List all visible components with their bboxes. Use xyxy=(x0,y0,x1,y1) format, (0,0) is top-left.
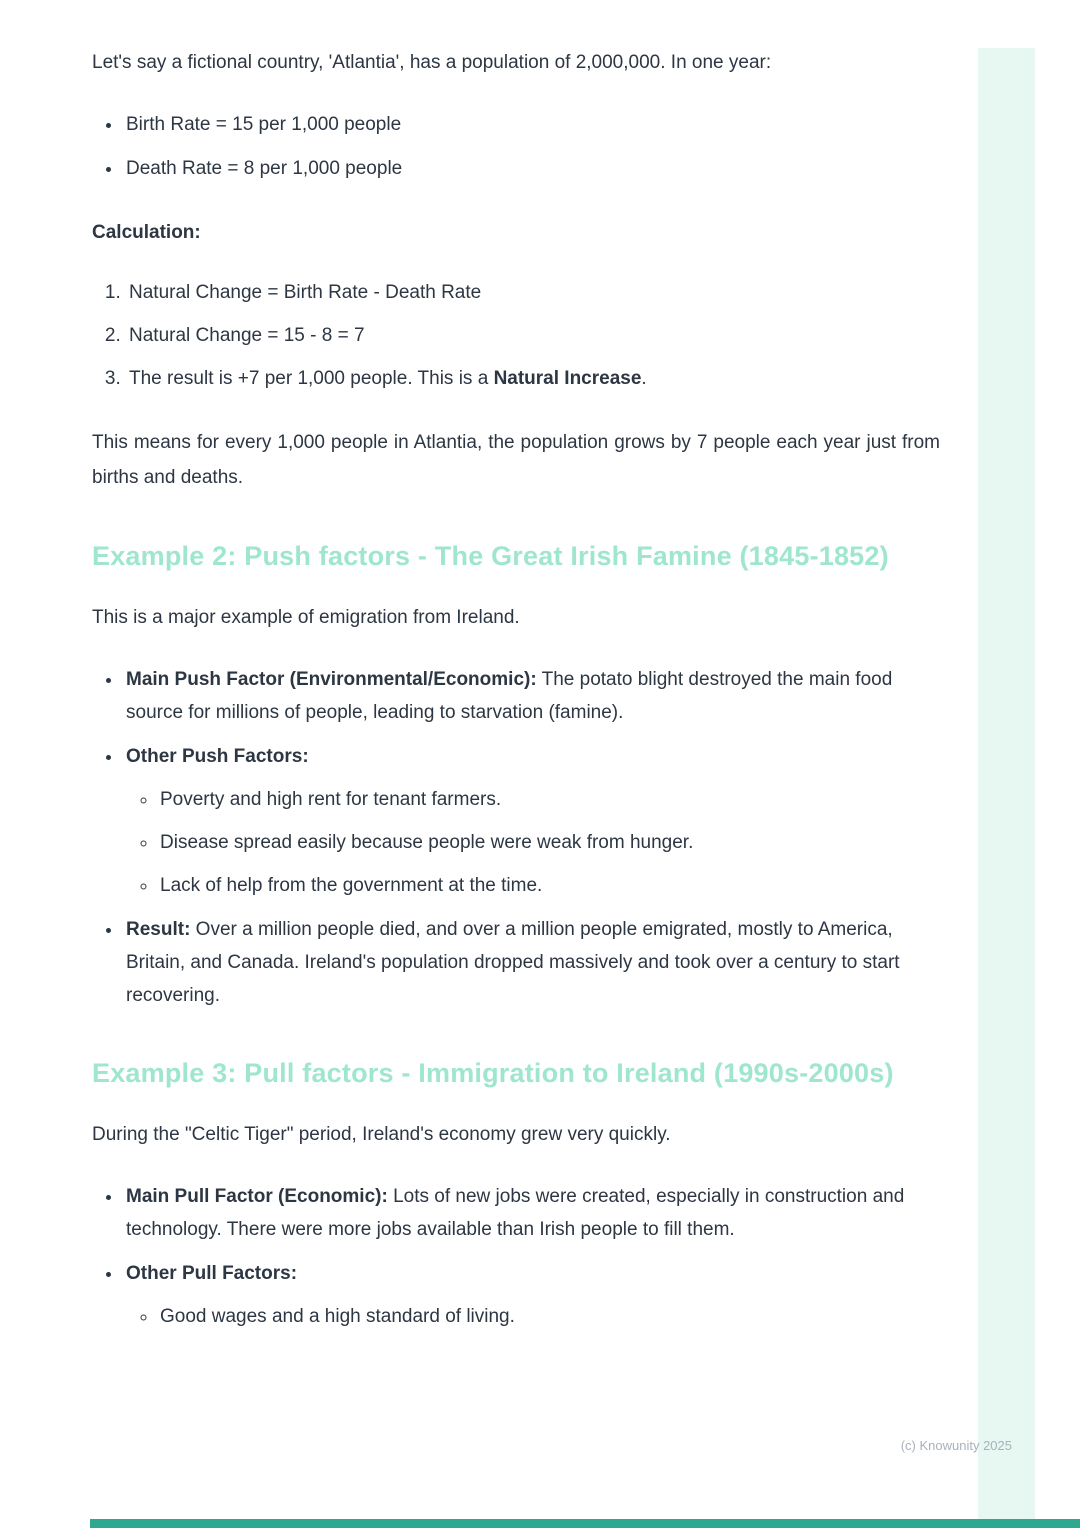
list-item-other-pull-factors xyxy=(123,1257,940,1333)
rates-list xyxy=(92,108,940,185)
list-item-main-pull-factor xyxy=(123,1180,940,1246)
text-segment: The result is +7 per 1,000 people. This is a xyxy=(129,368,494,389)
bottom-edge-accent-bar xyxy=(90,1519,1080,1528)
right-edge-accent-bar xyxy=(978,48,1035,1528)
text-segment: Over a million people died, and over a million people emigrated, mostly to America, Britain, and Canada. Ireland's population dropped massively and took over a century to start recovering. xyxy=(126,919,900,1006)
intro-paragraph: Let's say a fictional country, 'Atlantia', has a population of 2,000,000. In one year: xyxy=(92,52,772,73)
other-pull-factors-sublist xyxy=(126,1300,940,1333)
bold-label: Main Push Factor (Environmental/Economic): xyxy=(126,669,537,690)
sub-list-item-poverty: ◦ Poverty and high rent for tenant farmers. xyxy=(158,783,940,816)
calculation-steps-list xyxy=(92,276,940,395)
bold-text-natural-increase: Natural Increase xyxy=(493,368,642,389)
natural-increase-paragraph: This means for every 1,000 people in Atlantia, the population grows by 7 people each year just from births and deaths. xyxy=(92,432,940,488)
list-item-main-push-factor xyxy=(123,663,940,729)
calc-step-2: 2. Natural Change = 15 - 8 = 7 xyxy=(126,319,940,352)
bold-label: Other Push Factors: xyxy=(126,746,309,767)
bold-label: Other Pull Factors: xyxy=(126,1263,298,1284)
example3-intro-paragraph: During the "Celtic Tiger" period, Ireland's economy grew very quickly. xyxy=(92,1124,671,1145)
text-segment: . xyxy=(641,368,647,389)
copyright-note: (c) Knowunity 2025 xyxy=(900,1438,1012,1453)
bold-label: Main Pull Factor (Economic): xyxy=(126,1186,388,1207)
example2-intro-paragraph: This is a major example of emigration from Ireland. xyxy=(92,607,520,628)
calc-step-3 xyxy=(126,362,940,395)
example2-heading: Example 2: Push factors - The Great Irish Famine (1845-1852) xyxy=(92,541,889,571)
calculation-heading: Calculation: xyxy=(92,222,201,243)
example3-heading: Example 3: Pull factors - Immigration to Ireland (1990s-2000s) xyxy=(92,1058,894,1088)
list-item-result xyxy=(123,913,940,1012)
calc-step-1: 1. Natural Change = Birth Rate - Death Rate xyxy=(126,276,940,309)
list-item-birth-rate: • Birth Rate = 15 per 1,000 people xyxy=(123,108,940,141)
other-push-factors-sublist xyxy=(126,783,940,902)
sub-list-item-disease: ◦ Disease spread easily because people were weak from hunger. xyxy=(158,826,940,859)
sub-list-item-good-wages: ◦ Good wages and a high standard of living. xyxy=(158,1300,940,1333)
example3-list xyxy=(92,1180,940,1333)
bold-label: Result: xyxy=(126,919,191,940)
text-segment: The potato blight destroyed the main food source for millions of people, leading to starvation (famine). xyxy=(126,669,893,723)
list-item-other-push-factors xyxy=(123,740,940,902)
list-item-death-rate: • Death Rate = 8 per 1,000 people xyxy=(123,152,940,185)
sub-list-item-lack-of-help: ◦ Lack of help from the government at the time. xyxy=(158,869,940,902)
example2-list xyxy=(92,663,940,1012)
document-content xyxy=(92,45,940,1363)
text-segment: Lots of new jobs were created, especially in construction and technology. There were more jobs available than Irish people to fill them. xyxy=(126,1186,905,1240)
